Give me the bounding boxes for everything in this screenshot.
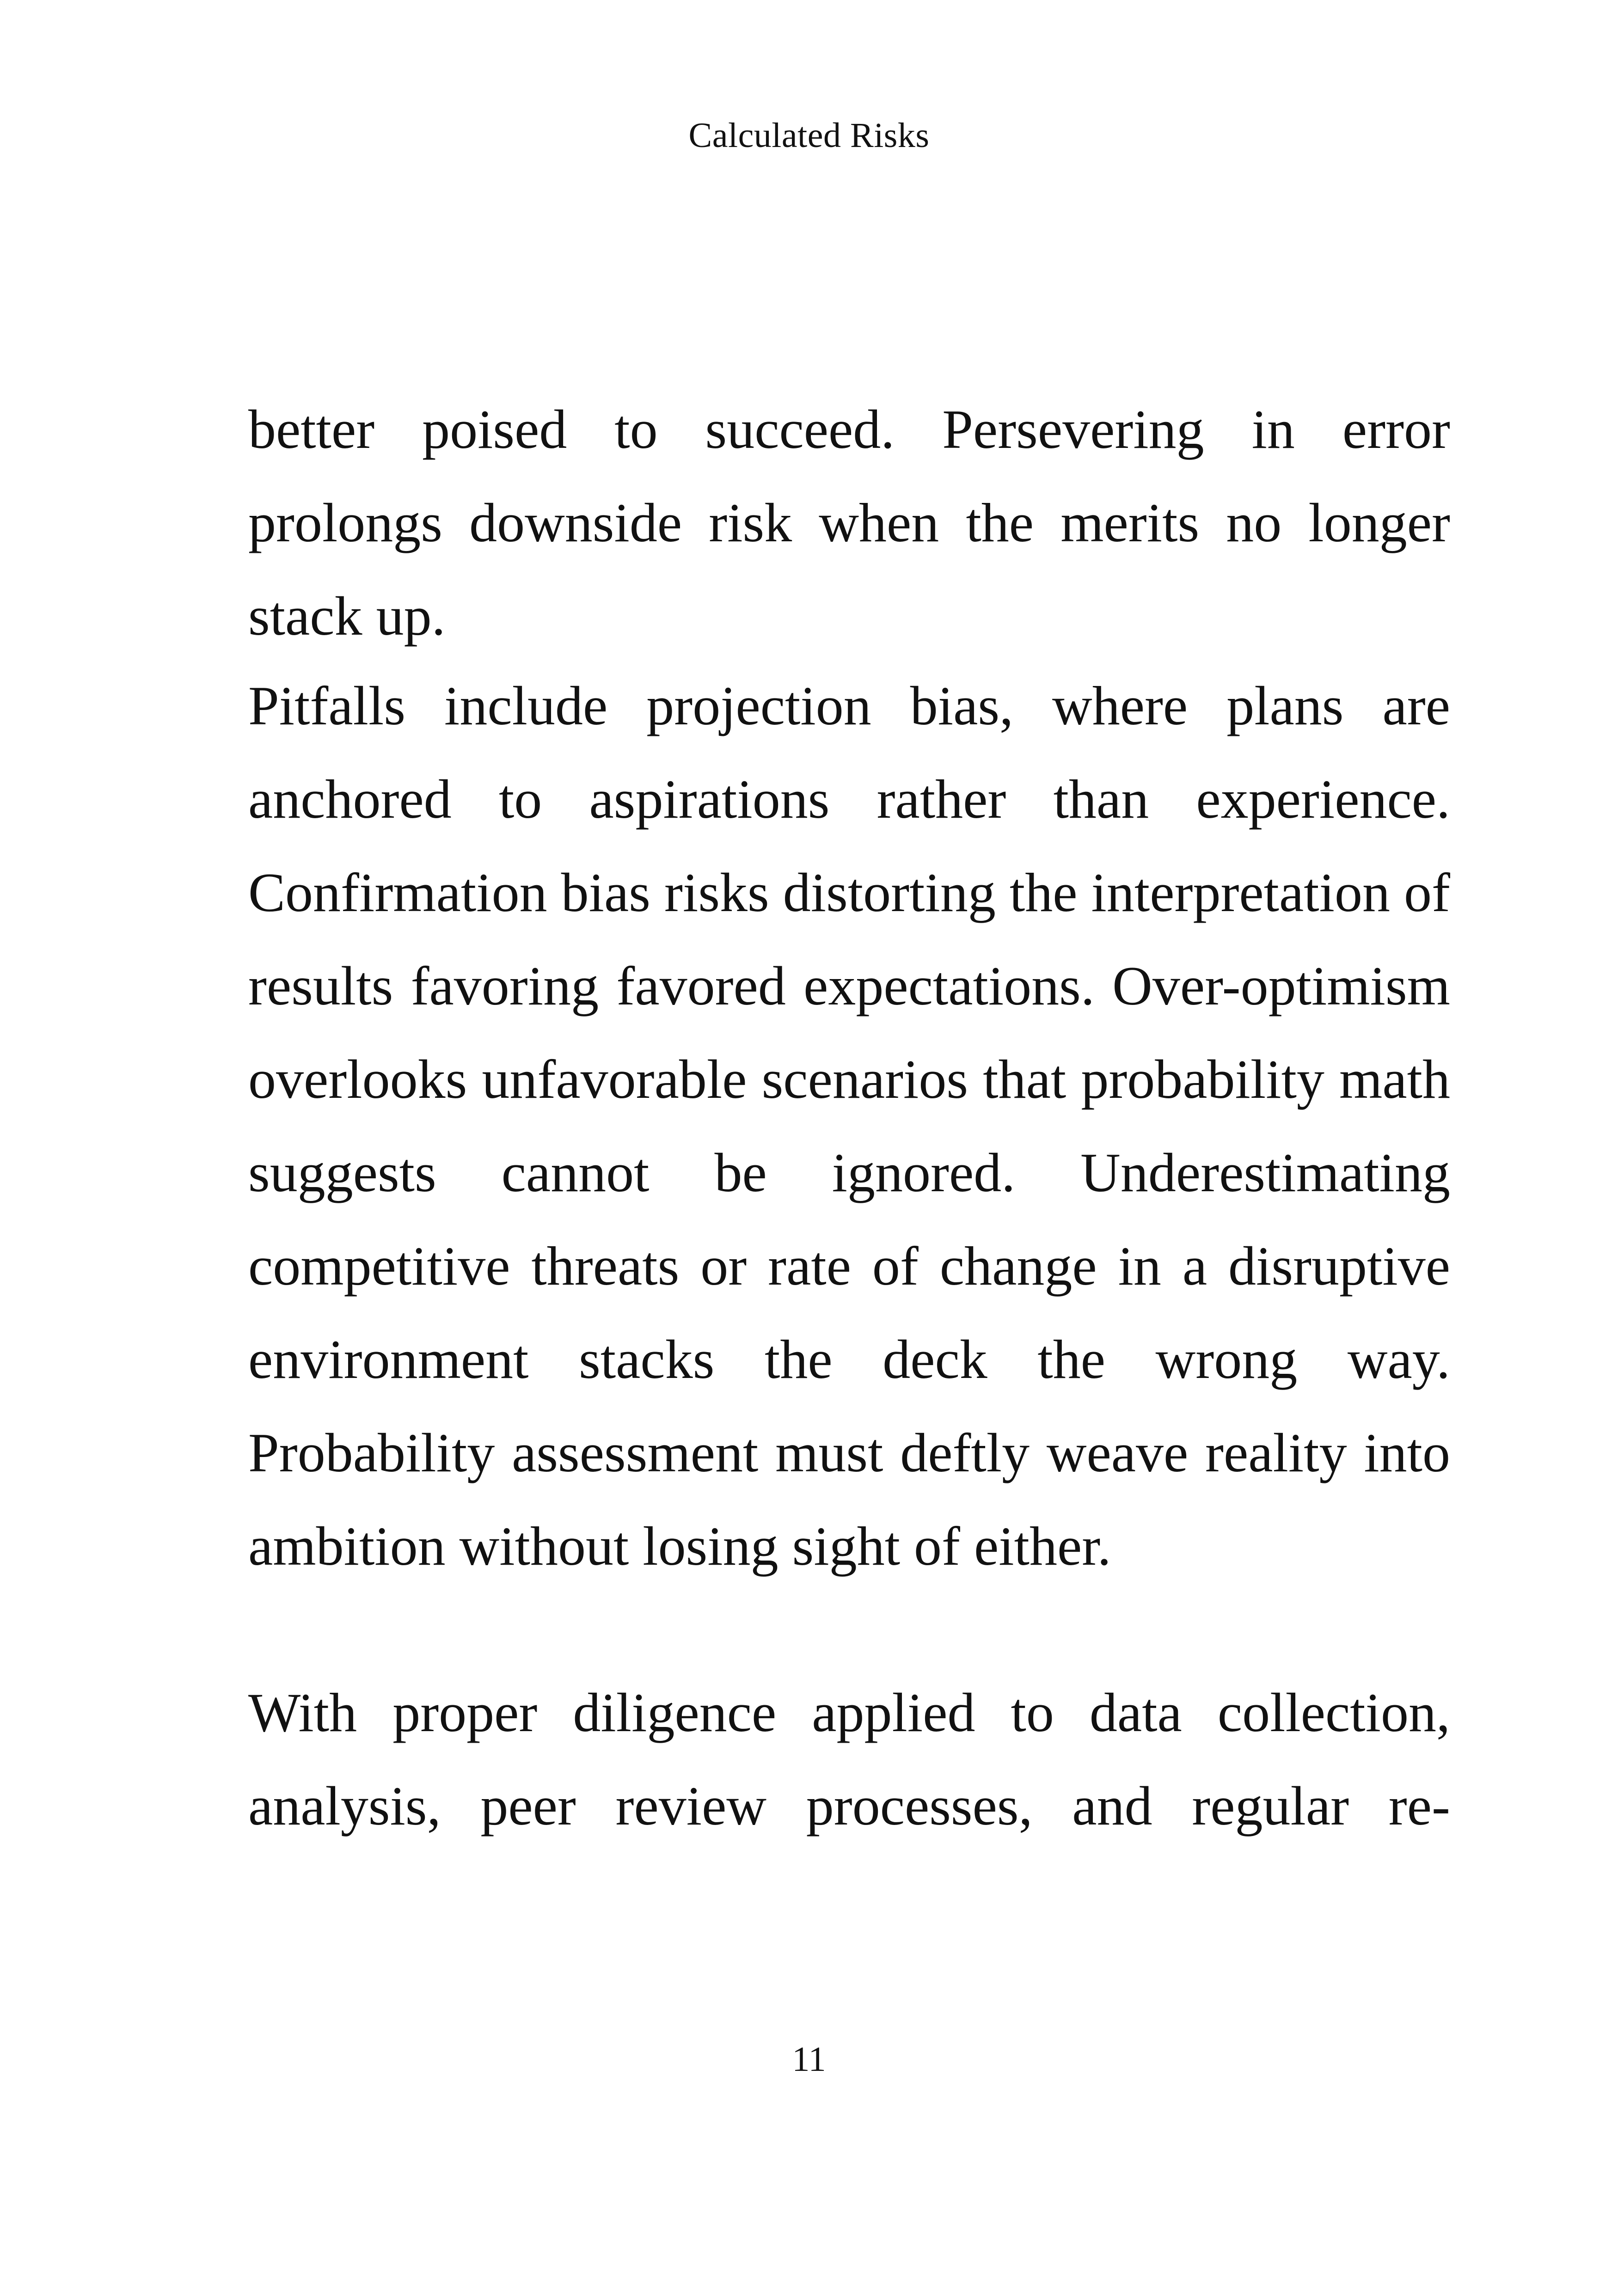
body-paragraph-1: better poised to succeed. Persevering in error prolongs downside risk when the merits no longer stack up. xyxy=(248,398,1450,647)
body-paragraph-3: With proper diligence applied to data collection, analysis, peer review processes, and regular re- xyxy=(248,1682,1450,1837)
page-number: 11 xyxy=(792,2040,826,2079)
body-paragraph-2: Pitfalls include projection bias, where plans are anchored to aspirations rather than experience. Confirmation bias risks distorting the interpretation of results favoring favored expectations. Over-optimism overlooks unfavorable scenarios that probability math suggests cannot be ignored. Underestimating competitive threats or rate of change in a disruptive environment stacks the deck the wrong way. Probability assessment must deftly weave reality into ambition without losing sight of either. xyxy=(248,675,1450,1577)
running-header-title: Calculated Risks xyxy=(688,116,930,155)
